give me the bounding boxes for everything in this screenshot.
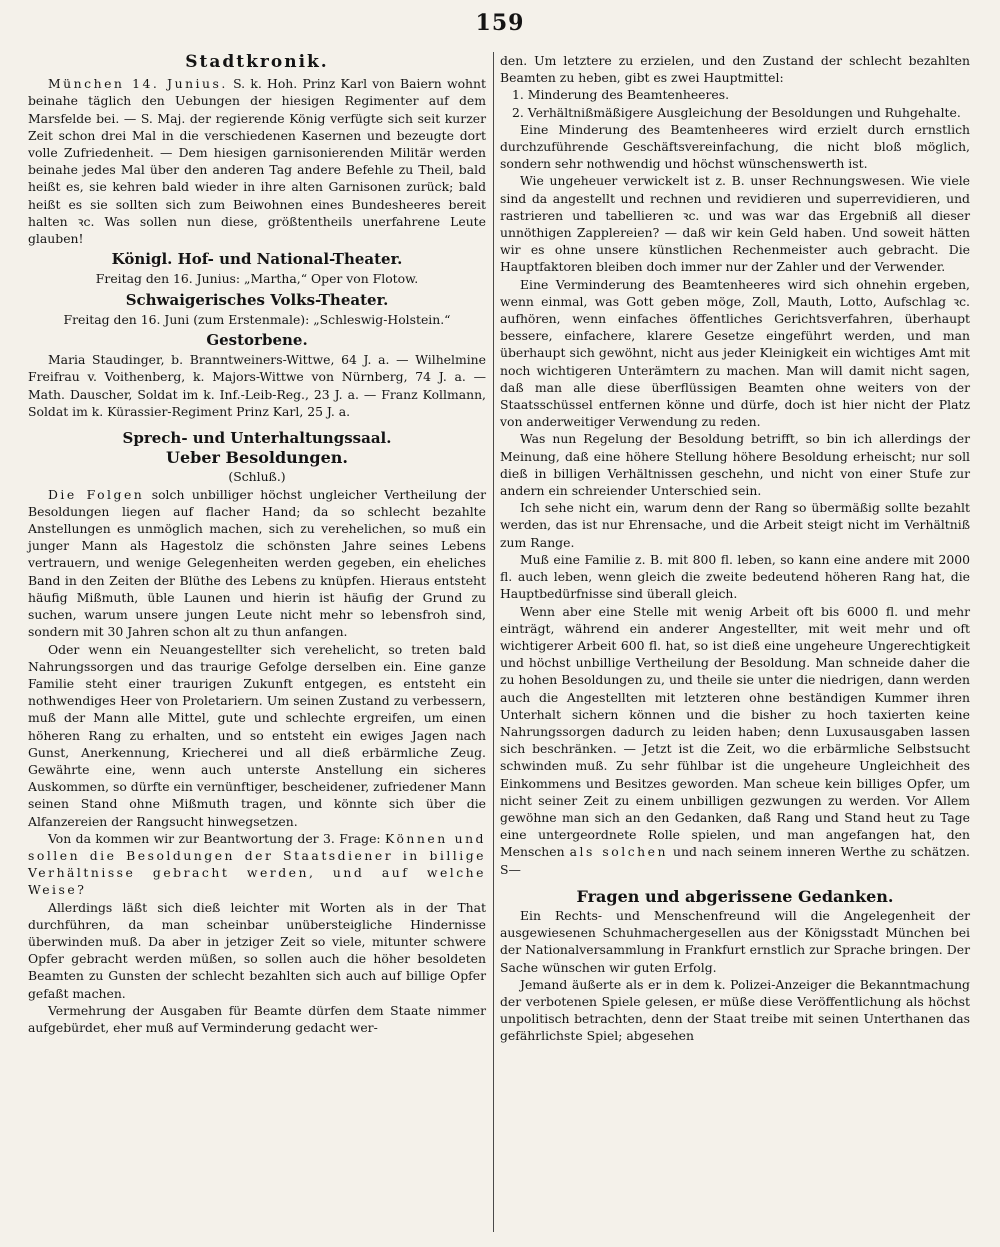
stadtkronik-text: S. k. Hoh. Prinz Karl von Baiern wohnt beinahe täglich den Uebungen der hiesigen Regimenter auf dem Marsfelde bei. — S. Maj. der regierende König verfügte sich seit kurzer Zeit schon drei Mal in die verschiedenen Kasernen und bezeugte dort volle Zufriedenheit. — Dem hiesigen garnisonierenden Militär werden beinahe jedes Mal über den anderen Tag andere Befehle zu Theil, bald heißt es, sie kehren bald wieder in ihre alten Garnisonen zurück; bald heißt es sie sollten sich zum Beiwohnen eines Bundesheeres bereit halten ꝛc. Was sollen nun diese, größtentheils unerfahrene Leute glauben! — [28, 76, 486, 247]
article-paragraph: den. Um letztere zu erzielen, und den Zustand der schlecht bezahlten Beamten zu heben, gibt es zwei Hauptmittel: — [500, 53, 970, 86]
volkstheater-text: Freitag den 16. Juni (zum Erstenmale): „Schleswig-Holstein.“ — [63, 311, 451, 327]
article-paragraph: Eine Verminderung des Beamtenheeres wird sich ohnehin ergeben, wenn einmal, was Gott geben möge, Zoll, Mauth, Lotto, Aufschlag ꝛc. aufhören, wenn einfaches öffentliches Gerichtsverfahren, überhaupt bessere, einfachere, klarere Gesetze eingeführt werden, und man überhaupt sich gewöhnt, nicht aus jeder Kleinigkeit ein wichtiges Amt mit noch wichtigeren Unterämtern zu machen. Man will damit nicht sagen, daß man alle diese überflüssigen Beamten ohne weiters von der Staatsschüssel entfernen könne und dürfe, doch ist hier nicht der Platz von anderweitiger Verwendung zu reden. — [500, 276, 970, 430]
gestorbene-text: Maria Staudinger, b. Branntweiners-Wittwe, 64 J. a. — Wilhelmine Freifrau v. Voithenberg, k. Majors-Wittwe von Nürnberg, 74 J. a. — Math. Dauscher, Soldat im k. Inf.-Leib-Reg., 23 J. a. — Franz Kollmann, Soldat im k. Kürassier-Regiment Prinz Karl, 25 J. a. — [28, 352, 486, 419]
dateline: München 14. Junius. — [48, 76, 228, 92]
left-column — [28, 52, 486, 1036]
right-column — [500, 52, 970, 1045]
section-title-fragen: Fragen und abgerissene Gedanken. — [576, 886, 894, 906]
article-paragraph: Eine Minderung des Beamtenheeres wird erzielt durch ernstlich durchzuführende Geschäftsvereinfachung, die nicht bloß möglich, sondern sehr nothwendig und höchst wünschenswerth ist. — [500, 121, 970, 172]
list-item: 2. Verhältnißmäßigere Ausgleichung der Besoldungen und Ruhgehalte. — [512, 104, 961, 120]
column-divider — [493, 52, 494, 1232]
section-title-sprechsaal: Sprech- und Unterhaltungssaal. — [122, 429, 392, 448]
article-paragraph: Oder wenn ein Neuangestellter sich verehelicht, so treten bald Nahrungssorgen und das traurige Gefolge derselben ein. Eine ganze Familie steht einer traurigen Zukunft entgegen, es entsteht ein nothwendiges Heer von Proletariern. Um seinen Zustand zu verbessern, muß der Mann alle Mittel, gute und schlechte ergreifen, um einen höheren Rang zu erhalten, und so entsteht ein ewiges Jagen nach Gunst, Anerkennung, Kriecherei und all dieß erbärmliche Zeug. Gewährte eine, wenn auch unterste Anstellung ein sicheres Auskommen, so dürfte ein vernünftiger, bescheidener, zufriedener Mann seinen Stand ohne Mißmuth tragen, und könnte sich über die Alfanzereien der Rangsucht hinwegsetzen. — [28, 641, 486, 829]
article-title: Ueber Besoldungen. — [166, 448, 348, 468]
article-paragraph: Allerdings läßt sich dieß leichter mit Worten als in der That durchführen, da man scheinbar unübersteigliche Hindernisse überwinden muß. Da aber in jetziger Zeit so viele, mitunter schwere Opfer gebracht werden müßen, so sollen auch die höher besoldeten Beamten zu Gunsten der schlecht bezahlten sich auch auf billige Opfer gefaßt machen. — [28, 899, 486, 1001]
article-paragraph: Ich sehe nicht ein, warum denn der Rang so übermäßig sollte bezahlt werden, das ist nur Ehrensache, und die Arbeit steigt nicht im Verhältniß zum Range. — [500, 500, 970, 550]
article-paragraph: Ein Rechts- und Menschenfreund will die Angelegenheit der ausgewiesenen Schuhmachergesellen aus der Königsstadt München bei der Nationalversammlung in Frankfurt ernstlich zur Sprache bringen. Der Sache wünschen wir guten Erfolg. — [500, 907, 970, 975]
page-number: 159 — [475, 10, 525, 36]
stadtkronik-paragraph — [28, 75, 486, 247]
hoftheater-text: Freitag den 16. Junius: „Martha,“ Oper von Flotow. — [95, 271, 419, 287]
article-paragraph: Muß eine Familie z. B. mit 800 fl. leben, so kann eine andere mit 2000 fl. auch leben, wenn gleich die zweite bedeutend höheren Rang hat, die Hauptbedürfnisse sind überall gleich. — [500, 551, 970, 602]
section-title-hoftheater: Königl. Hof- und National-Theater. — [111, 250, 403, 269]
section-title-stadtkronik: Stadtkronik. — [185, 52, 329, 72]
list-item: 1. Minderung des Beamtenheeres. — [512, 87, 730, 103]
article-paragraph: Jemand äußerte als er in dem k. Polizei-Anzeiger die Bekanntmachung der verbotenen Spiele gelesen, er müße diese Veröffentlichung als höchst unpolitisch betrachten, denn der Staat treibe mit seinen Unterthanen das gefährlichste Spiel; abgesehen — [500, 976, 970, 1044]
article-paragraph: Die Folgen solch unbilliger höchst ungleicher Vertheilung der Besoldungen liegen auf flacher Hand; da so schlecht bezahlte Anstellungen es unmöglich machen, sich zu verehelichen, so muß ein junger Mann als Hagestolz die schönsten Jahre seines Lebens vertrauern, und wenige Gelegenheiten werden gegeben, ein eheliches Band in den Zeiten der Blüthe des Lebens zu knüpfen. Hieraus entsteht häufig Mißmuth, üble Launen und hierin ist häufig der Grund zu suchen, warum unsere jungen Leute nicht mehr so lebensfroh sind, sondern mit 30 Jahren schon alt zu thun anfangen. — [28, 486, 486, 640]
article-subtitle: (Schluß.) — [228, 469, 286, 485]
article-paragraph: Wenn aber eine Stelle mit wenig Arbeit oft bis 6000 fl. und mehr einträgt, während ein anderer Angestellter, mit weit mehr und oft wichtigerer Arbeit 600 fl. hat, so ist dieß eine ungeheure Ungerechtigkeit und höchst unbillige Vertheilung der Besoldung. Man schneide daher die zu hohen Besoldungen zu, und theile sie unter die niedrigen, dann werden auch die Angestellten mit letzteren ohne beständigen Kummer ihren Unterhalt sichern können und die bisher zu hoch taxierten keine Nahrungssorgen dadurch zu leiden haben; denn Luxusausgaben lassen sich beschränken. — Jetzt ist die Zeit, wo die erbärmliche Selbstsucht schwinden muß. Zu sehr fühlbar ist die ungeheure Ungleichheit des Einkommens und Besitzes geworden. Man scheue kein billiges Opfer, um nicht seiner Zeit zu einem unbilligen gezwungen zu werden. Vor Allem gewöhne man sich an den Gedanken, daß Rang und Stand heut zu Tage eine untergeordnete Rolle spielen, und man angefangen hat, den Menschen als solchen und nach seinem inneren Werthe zu schätzen. S— — [500, 603, 970, 877]
section-title-gestorbene: Gestorbene. — [206, 331, 308, 350]
article-paragraph: Vermehrung der Ausgaben für Beamte dürfen dem Staate nimmer aufgebürdet, eher muß auf Verminderung gedacht wer- — [28, 1002, 486, 1035]
article-paragraph: Was nun Regelung der Besoldung betrifft, so bin ich allerdings der Meinung, daß eine höhere Stellung höhere Besoldung erheischt; nur soll dieß in billigen Verhältnissen geschehn, und nicht von einer Stufe zur andern ein schreiender Unterschied sein. — [500, 431, 970, 499]
spaced-emphasis: als solchen — [569, 844, 668, 860]
spaced-emphasis: Die Folgen — [48, 486, 145, 502]
section-title-volkstheater: Schwaigerisches Volks-Theater. — [125, 290, 389, 309]
spaced-emphasis: Können und sollen die Besoldungen der Staatsdiener in billige Verhältnisse gebracht werden, und auf welche Weise? — [28, 830, 486, 898]
article-paragraph: Von da kommen wir zur Beantwortung der 3. Frage: Können und sollen die Besoldungen der Staatsdiener in billige Verhältnisse gebracht werden, und auf welche Weise? — [28, 830, 486, 898]
author-signature: S— — [500, 861, 521, 877]
article-paragraph: Wie ungeheuer verwickelt ist z. B. unser Rechnungswesen. Wie viele sind da angestellt und rechnen und revidieren und superrevidieren, und rastrieren und tabellieren ꝛc. und was war das Ergebniß all dieser unnöthigen Zapplereien? — daß wir kein Geld haben. Und soweit hätten wir es ohne unsere künstlichen Rechenmeister auch gebracht. Die Hauptfaktoren bleiben doch immer nur der Zahler und der Verwender. — [500, 173, 970, 275]
